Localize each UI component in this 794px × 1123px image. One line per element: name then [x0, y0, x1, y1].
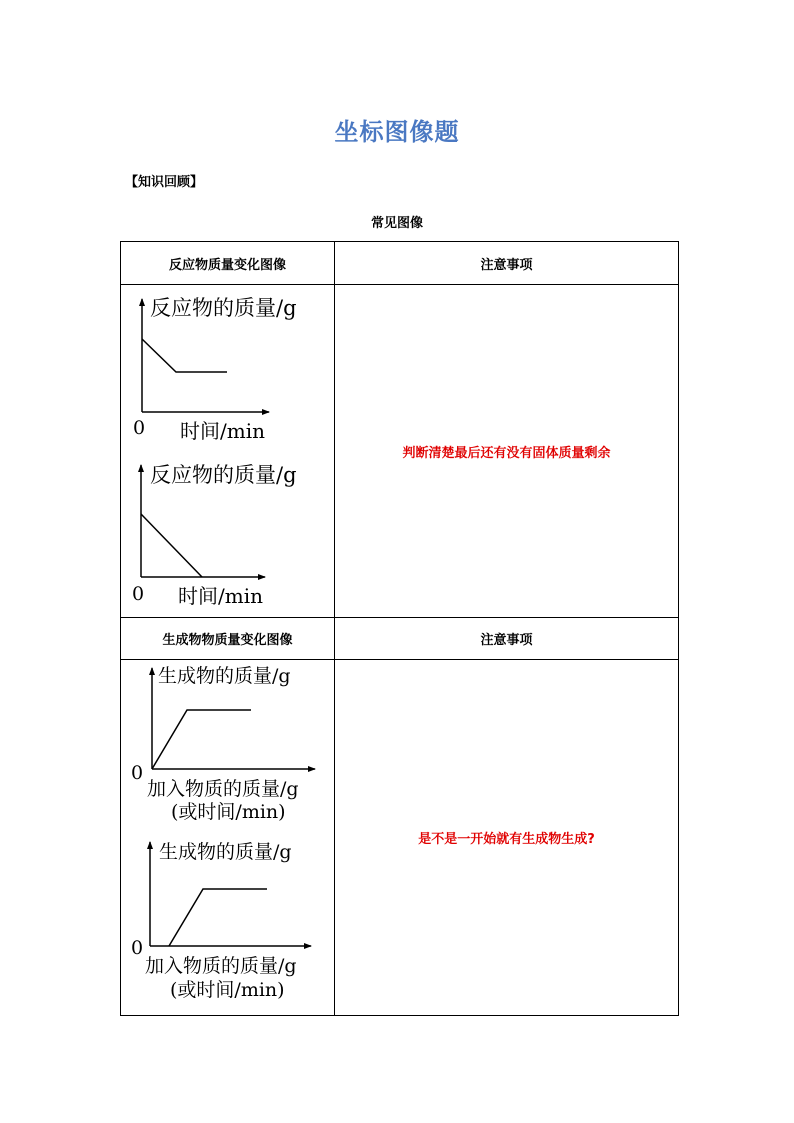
product-header: 生成物物质量变化图像: [121, 618, 335, 660]
table-row: [121, 660, 679, 1016]
product-note-header: 注意事项: [335, 618, 679, 660]
origin-label: 0: [131, 762, 144, 784]
reactant-graph-2: [132, 463, 297, 608]
section-label: 【知识回顾】: [125, 175, 204, 190]
x-axis-label-secondary: (或时间/min): [171, 801, 286, 823]
x-axis-label: 加入物质的质量/g: [145, 955, 297, 977]
reactant-graphs: [121, 285, 334, 617]
data-line: [141, 514, 202, 577]
y-axis-label: 反应物的质量/g: [150, 463, 297, 487]
reactant-header: 反应物质量变化图像: [121, 242, 335, 285]
product-graph-2: [131, 841, 311, 1001]
table-row: [121, 285, 679, 618]
reactant-note-header: 注意事项: [335, 242, 679, 285]
y-axis-label: 反应物的质量/g: [150, 296, 297, 320]
product-graphs-cell: [121, 660, 335, 1016]
x-axis-label: 时间/min: [180, 419, 265, 443]
data-line: [152, 710, 251, 769]
origin-label: 0: [132, 583, 145, 605]
page-title: 坐标图像题: [334, 118, 460, 146]
product-note: 是不是一开始就有生成物生成?: [335, 660, 679, 1016]
data-line: [142, 339, 227, 372]
x-axis-label-secondary: (或时间/min): [170, 979, 285, 1001]
y-axis-label: 生成物的质量/g: [158, 665, 291, 687]
reactant-note: 判断清楚最后还有没有固体质量剩余: [335, 285, 679, 618]
origin-label: 0: [133, 417, 146, 439]
table-row: [121, 618, 679, 660]
table-row: [121, 242, 679, 285]
y-axis-label: 生成物的质量/g: [159, 841, 292, 863]
x-axis-label: 时间/min: [178, 584, 263, 608]
data-line: [169, 889, 267, 946]
product-graphs: [121, 660, 334, 1015]
table-caption: 常见图像: [370, 216, 423, 231]
reactant-graph-1: [133, 296, 297, 443]
origin-label: 0: [131, 937, 144, 959]
reactant-graphs-cell: [121, 285, 335, 618]
product-graph-1: [131, 665, 315, 823]
graphs-table: [120, 241, 679, 1016]
x-axis-label: 加入物质的质量/g: [147, 778, 299, 800]
